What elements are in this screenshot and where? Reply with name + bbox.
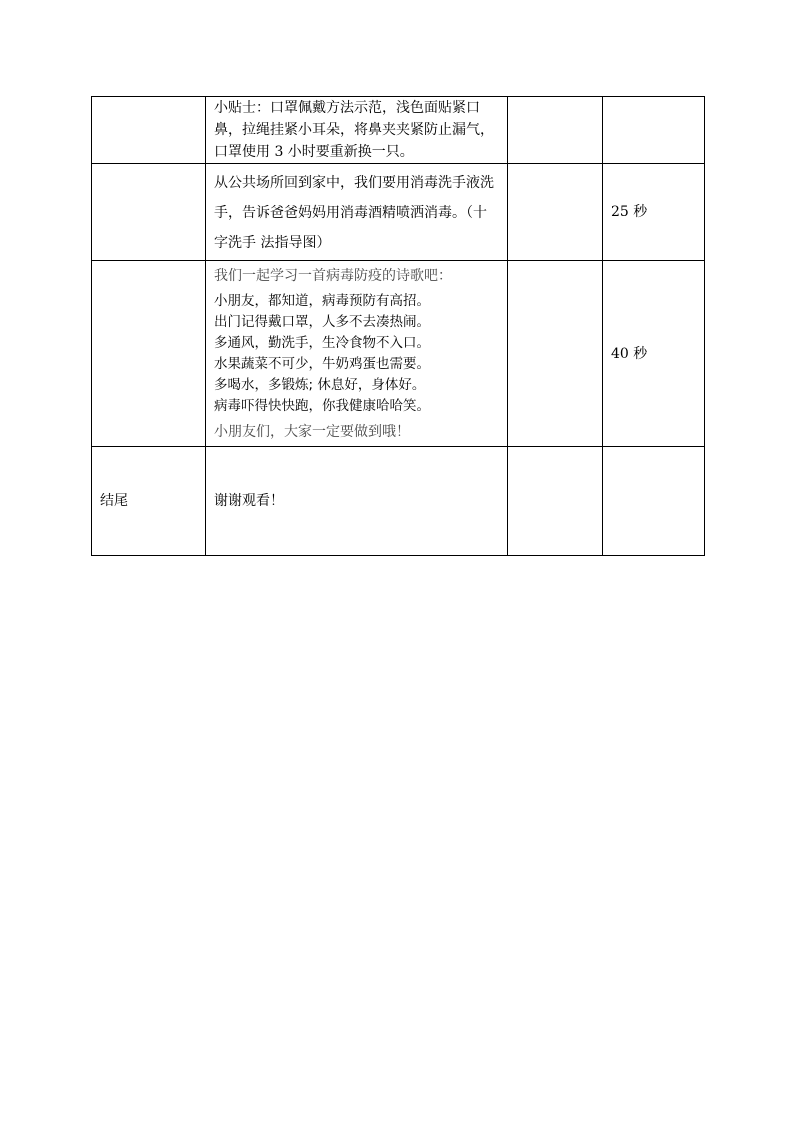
poem-line: 出门记得戴口罩，人多不去凑热闹。 (214, 314, 430, 330)
table-row (92, 447, 705, 556)
duration-cell: 25 秒 (603, 164, 705, 261)
notes-cell (508, 97, 603, 164)
content-cell (206, 164, 508, 261)
duration-cell (603, 447, 705, 556)
poem-intro: 我们一起学习一首病毒防疫的诗歌吧： (214, 268, 452, 284)
section-cell (92, 164, 206, 261)
table-row (92, 261, 705, 447)
poem-line: 多通风，勤洗手，生冷食物不入口。 (214, 335, 430, 351)
content-cell (206, 97, 508, 164)
closing-text: 谢谢观看！ (214, 493, 284, 509)
table-row (92, 97, 705, 164)
duration-cell (603, 97, 705, 164)
section-cell: 结尾 (92, 447, 206, 556)
notes-cell (508, 164, 603, 261)
poem-outro: 小朋友们，大家一定要做到哦！ (214, 424, 410, 440)
notes-cell (508, 447, 603, 556)
section-cell (92, 261, 206, 447)
section-cell (92, 97, 206, 164)
tip-text: 小贴士：口罩佩戴方法示范，浅色面贴紧口鼻，拉绳挂紧小耳朵，将鼻夹夹紧防止漏气，口罩使用 3 小时要重新换一只。 (214, 100, 494, 160)
notes-cell (508, 261, 603, 447)
content-cell (206, 447, 508, 556)
duration-cell: 40 秒 (603, 261, 705, 447)
poem-line: 小朋友，都知道，病毒预防有高招。 (214, 293, 430, 309)
handwash-text: 从公共场所回到家中，我们要用消毒洗手液洗手，告诉爸爸妈妈用消毒酒精喷洒消毒。（十字洗手 法指导图） (214, 175, 494, 251)
poem-line: 病毒吓得快快跑，你我健康哈哈笑。 (214, 398, 430, 414)
poem-line: 水果蔬菜不可少，牛奶鸡蛋也需要。 (214, 356, 430, 372)
table-row (92, 164, 705, 261)
content-cell (206, 261, 508, 447)
poem-line: 多喝水，多锻炼; 休息好，身体好。 (214, 377, 426, 393)
script-table (91, 96, 705, 556)
